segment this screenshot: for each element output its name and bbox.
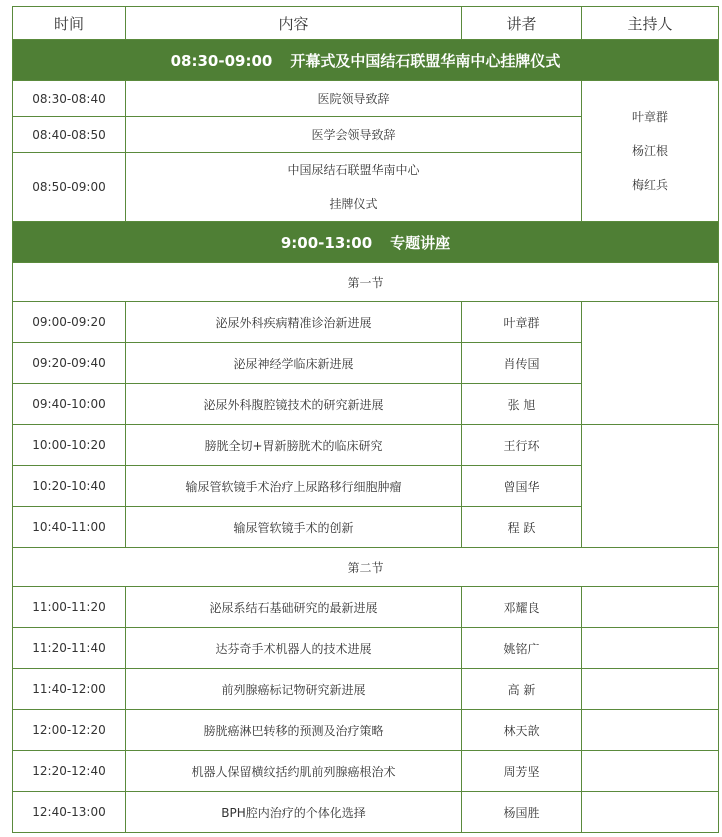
row-speaker: 高 新 (462, 669, 582, 710)
opening-band-title: 开幕式及中国结石联盟华南中心挂牌仪式 (290, 51, 561, 70)
row-speaker: 叶章群 (462, 302, 582, 343)
lectures-band-time: 9:00-13:00 (280, 233, 373, 252)
row-time: 08:40-08:50 (13, 117, 126, 153)
row-host (582, 710, 719, 751)
row-content: 医院领导致辞 (126, 81, 582, 117)
row-content: 达芬奇手术机器人的技术进展 (126, 628, 462, 669)
row-speaker: 程 跃 (462, 507, 582, 548)
row-time: 08:50-09:00 (13, 153, 126, 222)
header-time: 时间 (13, 7, 126, 40)
row-speaker: 姚铭广 (462, 628, 582, 669)
lectures-band-cell (13, 222, 719, 263)
row-time: 09:20-09:40 (13, 343, 126, 384)
row-time: 09:40-10:00 (13, 384, 126, 425)
row-content: 机器人保留横纹括约肌前列腺癌根治术 (126, 751, 462, 792)
section1-host-a (582, 302, 719, 425)
row-speaker: 肖传国 (462, 343, 582, 384)
row-speaker: 曾国华 (462, 466, 582, 507)
row-speaker: 张 旭 (462, 384, 582, 425)
row-time: 10:00-10:20 (13, 425, 126, 466)
host-name: 叶章群 (631, 110, 668, 124)
opening-band-time: 08:30-09:00 (170, 51, 273, 70)
lectures-band (13, 222, 719, 263)
section1-label-row (13, 263, 719, 302)
row-content (126, 153, 582, 222)
row-time: 11:20-11:40 (13, 628, 126, 669)
lecture-row (13, 302, 719, 343)
header-content: 内容 (126, 7, 462, 40)
lecture-row (13, 669, 719, 710)
lecture-row (13, 710, 719, 751)
section1-label: 第一节 (13, 263, 719, 302)
row-speaker: 周芳坚 (462, 751, 582, 792)
header-speaker: 讲者 (462, 7, 582, 40)
row-host (582, 587, 719, 628)
lecture-row (13, 792, 719, 833)
lecture-row (13, 628, 719, 669)
opening-row (13, 81, 719, 117)
header-row (13, 7, 719, 40)
section2-label-row (13, 548, 719, 587)
row-content: 输尿管软镜手术治疗上尿路移行细胞肿瘤 (126, 466, 462, 507)
row-time: 10:20-10:40 (13, 466, 126, 507)
host-name: 杨江根 (631, 144, 668, 158)
row-content: 输尿管软镜手术的创新 (126, 507, 462, 548)
row-time: 11:00-11:20 (13, 587, 126, 628)
lectures-band-title: 专题讲座 (390, 233, 451, 252)
header-host: 主持人 (582, 7, 719, 40)
row-content: 医学会领导致辞 (126, 117, 582, 153)
row-content: 泌尿外科腹腔镜技术的研究新进展 (126, 384, 462, 425)
section2-label: 第二节 (13, 548, 719, 587)
row-content: 泌尿神经学临床新进展 (126, 343, 462, 384)
row-time: 12:00-12:20 (13, 710, 126, 751)
lecture-row (13, 587, 719, 628)
agenda-table (12, 6, 719, 833)
row-time: 11:40-12:00 (13, 669, 126, 710)
row-speaker: 林天歆 (462, 710, 582, 751)
row-speaker: 王行环 (462, 425, 582, 466)
row-time: 10:40-11:00 (13, 507, 126, 548)
row-content: 膀胱全切+胃新膀胱术的临床研究 (126, 425, 462, 466)
row-host (582, 628, 719, 669)
row-time: 08:30-08:40 (13, 81, 126, 117)
row-time: 12:40-13:00 (13, 792, 126, 833)
row-host (582, 751, 719, 792)
row-content: 泌尿系结石基础研究的最新进展 (126, 587, 462, 628)
row-host (582, 669, 719, 710)
host-name: 梅红兵 (631, 178, 668, 192)
row-time: 12:20-12:40 (13, 751, 126, 792)
lecture-row (13, 751, 719, 792)
row-content-line: 中国尿结石联盟华南中心 (287, 163, 420, 177)
row-content: 泌尿外科疾病精准诊治新进展 (126, 302, 462, 343)
row-speaker: 邓耀良 (462, 587, 582, 628)
lecture-row (13, 425, 719, 466)
row-content-line: 挂牌仪式 (329, 197, 378, 211)
row-content: 前列腺癌标记物研究新进展 (126, 669, 462, 710)
row-speaker: 杨国胜 (462, 792, 582, 833)
row-content: 膀胱癌淋巴转移的预测及治疗策略 (126, 710, 462, 751)
row-content: BPH腔内治疗的个体化选择 (126, 792, 462, 833)
section1-host-b (582, 425, 719, 548)
opening-band-cell (13, 40, 719, 81)
row-time: 09:00-09:20 (13, 302, 126, 343)
opening-hosts (582, 81, 719, 222)
opening-band (13, 40, 719, 81)
row-host (582, 792, 719, 833)
